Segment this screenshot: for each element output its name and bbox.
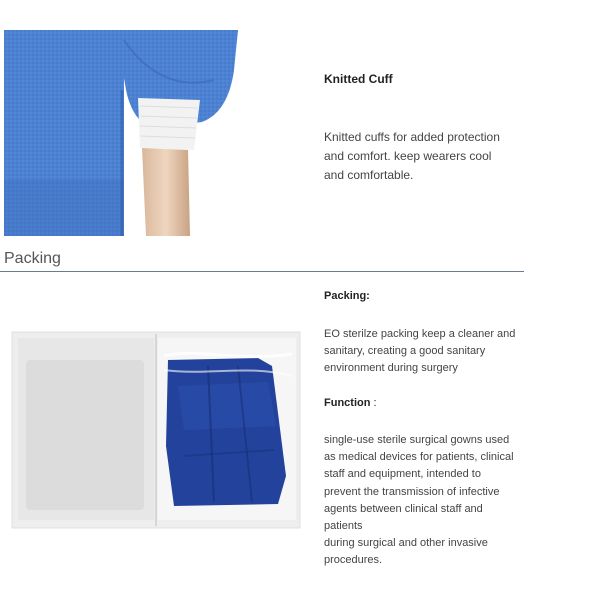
function-heading-separator: : bbox=[370, 397, 377, 409]
function-line: procedures. bbox=[324, 554, 383, 567]
packing-description bbox=[324, 326, 534, 377]
packing-line: environment during surgery bbox=[324, 362, 458, 374]
function-line: during surgical and other invasive bbox=[324, 537, 488, 550]
cuff-description bbox=[324, 128, 524, 185]
packing-line: EO sterilze packing keep a cleaner and bbox=[324, 328, 516, 340]
function-heading bbox=[324, 397, 377, 409]
cuff-line: and comfort. keep wearers cool bbox=[324, 149, 492, 163]
packing-photo bbox=[8, 326, 304, 534]
function-line: agents between clinical staff and bbox=[324, 502, 483, 515]
function-heading-label: Function bbox=[324, 397, 371, 409]
packing-line: sanitary, creating a good sanitary bbox=[324, 345, 486, 357]
function-description bbox=[324, 432, 544, 570]
function-line: staff and equipment, intended to bbox=[324, 468, 481, 481]
cuff-line: and comfortable. bbox=[324, 168, 414, 182]
cuff-heading: Knitted Cuff bbox=[324, 72, 393, 86]
section-title: Packing bbox=[4, 250, 61, 267]
function-line: as medical devices for patients, clinical bbox=[324, 451, 514, 464]
function-line: patients bbox=[324, 520, 363, 533]
cuff-line: Knitted cuffs for added protection bbox=[324, 130, 500, 144]
knitted-cuff-photo bbox=[4, 30, 238, 236]
packing-heading: Packing: bbox=[324, 290, 370, 302]
function-line: prevent the transmission of infective bbox=[324, 485, 500, 498]
function-line: single-use sterile surgical gowns used bbox=[324, 434, 510, 446]
section-divider bbox=[0, 271, 524, 272]
